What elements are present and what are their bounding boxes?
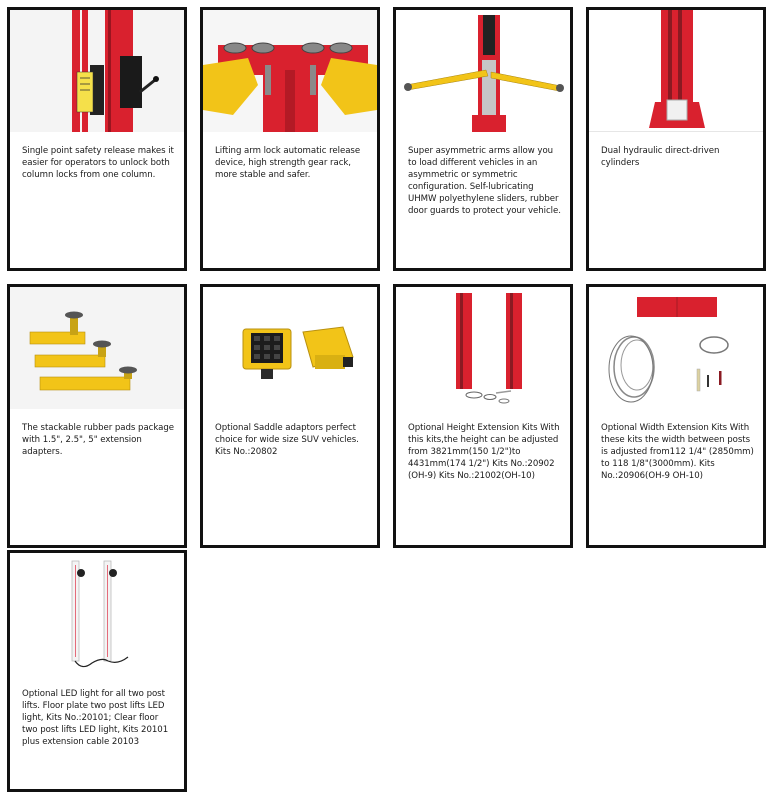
- card-description: Single point safety release makes it easier for operators to unlock both column locks from one column.: [22, 146, 174, 180]
- product-card-hydraulic-cylinders: [586, 7, 766, 271]
- product-card-asymmetric-arms: [393, 7, 573, 271]
- lifting-arm-lock-photo: [203, 10, 377, 132]
- card-description: Super asymmetric arms allow you to load different vehicles in an asymmetric or symmetric configuration. Self-lubricating UHMW polyethylene sliders, rubber door guards to protect your vehicle.: [408, 146, 561, 216]
- card-description: Optional Width Extension Kits With these kits the width between posts is adjusted from112 1/4" (2850mm) to 118 1/8"(3000mm). Kits No.:20906(OH-9 OH-10): [601, 423, 754, 481]
- height-extension-kit-photo: [396, 287, 570, 409]
- card-description: Lifting arm lock automatic release device, high strength gear rack, more stable and safer.: [215, 146, 361, 180]
- asymmetric-arms-photo: [396, 10, 570, 132]
- card-description: Optional Height Extension Kits With this kits,the height can be adjusted from 3821mm(150 1/2")to 4431mm(174 1/2") Kits No.:20902 (OH-9) Kits No.:21002(OH-10): [408, 423, 560, 481]
- card-description: The stackable rubber pads package with 1.5", 2.5", 5" extension adapters.: [22, 423, 174, 457]
- width-extension-kit-photo: [589, 287, 763, 409]
- product-card-height-extension: [393, 284, 573, 548]
- saddle-adaptors-photo: [203, 287, 377, 409]
- stackable-rubber-pads-photo: [10, 287, 184, 409]
- product-card-arm-lock: [200, 7, 380, 271]
- hydraulic-cylinder-column-photo: [589, 10, 763, 132]
- card-description: Optional Saddle adaptors perfect choice for wide size SUV vehicles. Kits No.:20802: [215, 423, 359, 457]
- card-description: Dual hydraulic direct-driven cylinders: [601, 146, 720, 168]
- product-card-led-light: [7, 550, 187, 792]
- safety-release-column-photo: [10, 10, 184, 132]
- product-card-rubber-pads: [7, 284, 187, 548]
- product-card-saddle-adaptors: [200, 284, 380, 548]
- product-card-safety-release: [7, 7, 187, 271]
- product-card-width-extension: [586, 284, 766, 548]
- card-description: Optional LED light for all two post lifts. Floor plate two post lifts LED light, Kits No.:20101; Clear floor two post lifts LED light, Kits 20101 plus extension cable 20103: [22, 689, 169, 747]
- led-light-posts-photo: [10, 553, 184, 681]
